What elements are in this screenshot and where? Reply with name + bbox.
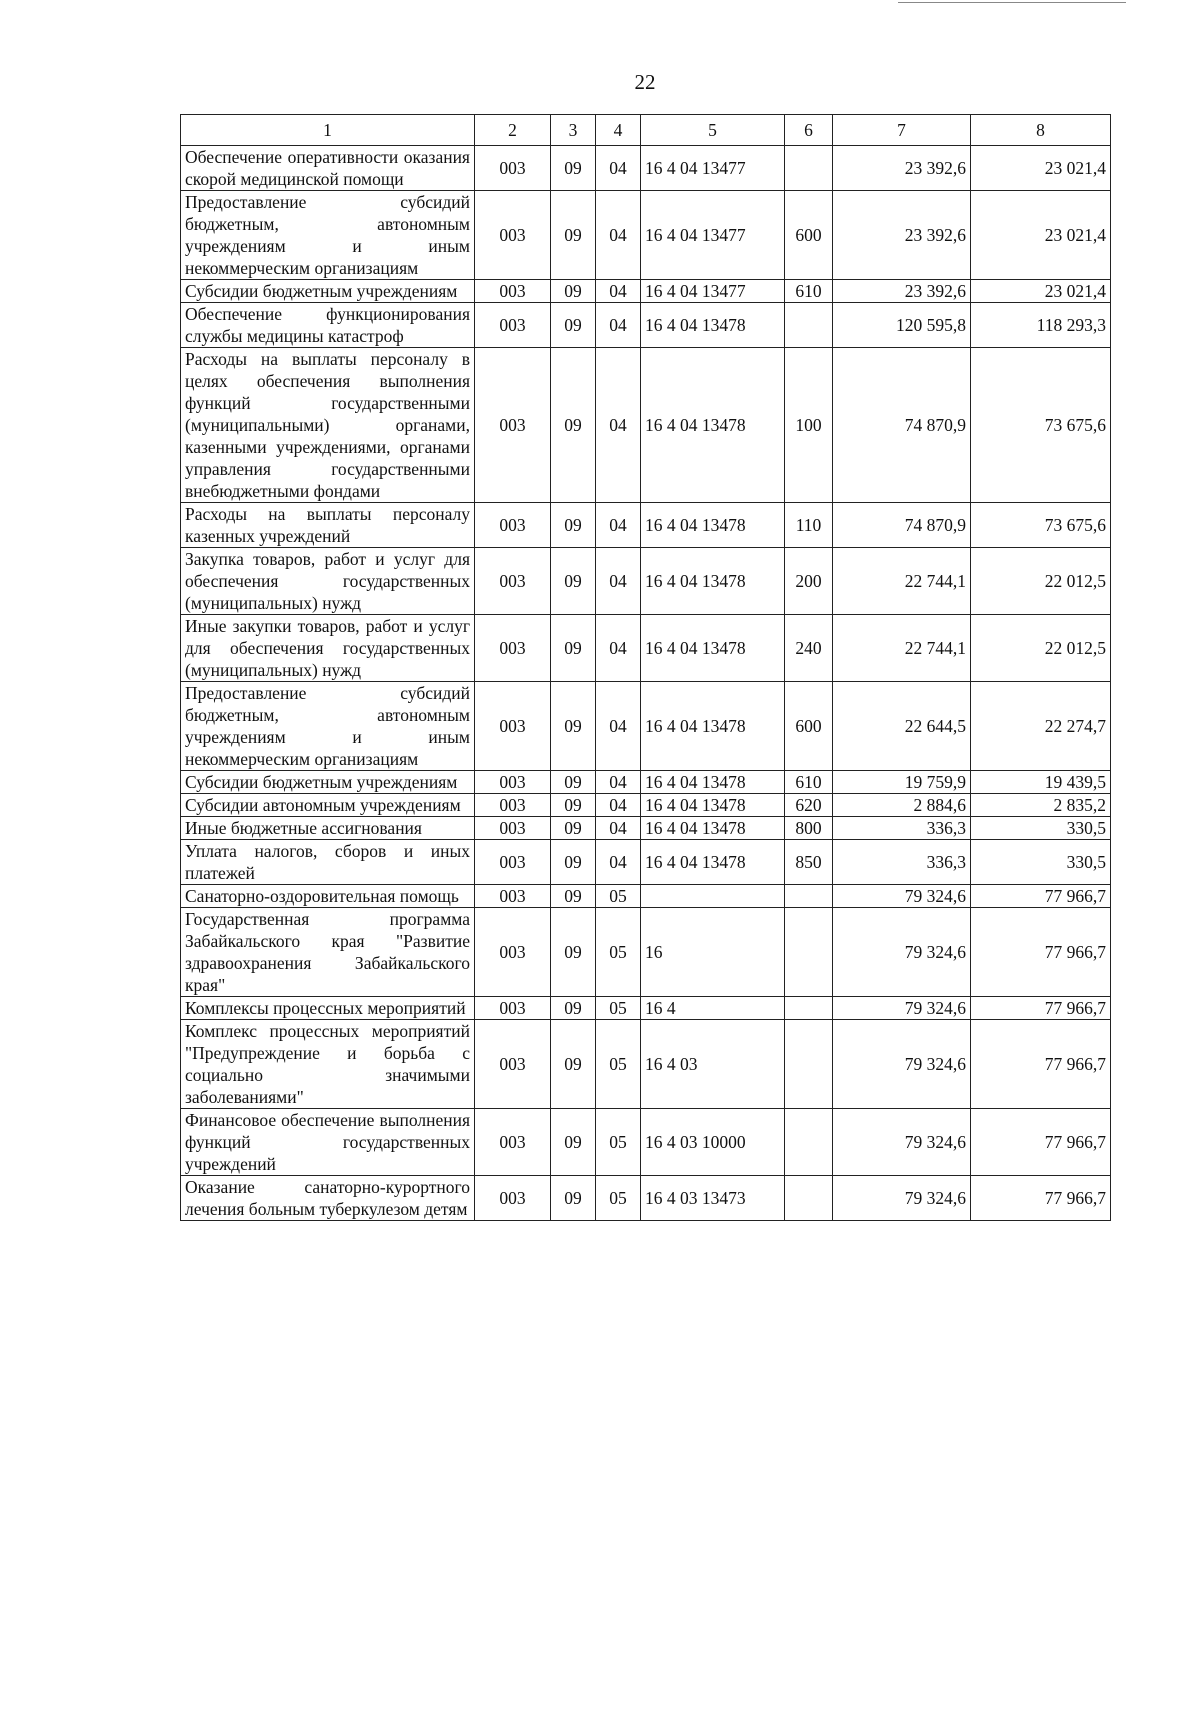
subsection-code-cell: 05 [596,1109,641,1176]
target-article-code-cell: 16 4 04 13478 [641,817,785,840]
amount-year-1-cell: 79 324,6 [833,885,971,908]
target-article-code-cell: 16 4 04 13478 [641,548,785,615]
target-article-code-cell: 16 4 04 13478 [641,682,785,771]
row-name-cell: Обеспечение функционирования службы медицины катастроф [181,303,475,348]
header-cell-1: 1 [181,115,475,146]
subsection-code-cell: 04 [596,794,641,817]
amount-year-2-cell: 23 021,4 [971,191,1111,280]
table-row [181,348,1111,503]
target-article-code-cell: 16 4 [641,997,785,1020]
expense-type-code-cell: 610 [785,280,833,303]
expense-type-code-cell [785,908,833,997]
amount-year-2-cell: 19 439,5 [971,771,1111,794]
amount-year-2-cell: 73 675,6 [971,503,1111,548]
amount-year-1-cell: 120 595,8 [833,303,971,348]
table-row [181,503,1111,548]
amount-year-1-cell: 336,3 [833,817,971,840]
table-body [181,146,1111,1221]
section-code-cell: 09 [551,303,596,348]
table-row [181,794,1111,817]
section-code-cell: 09 [551,682,596,771]
admin-code-cell: 003 [475,682,551,771]
amount-year-2-cell: 77 966,7 [971,997,1111,1020]
table-row [181,146,1111,191]
amount-year-2-cell: 73 675,6 [971,348,1111,503]
target-article-code-cell: 16 4 04 13477 [641,191,785,280]
expense-type-code-cell: 620 [785,794,833,817]
section-code-cell: 09 [551,615,596,682]
target-article-code-cell: 16 4 03 13473 [641,1176,785,1221]
admin-code-cell: 003 [475,1020,551,1109]
header-cell-3: 3 [551,115,596,146]
table-row [181,615,1111,682]
row-name-cell: Предоставление субсидий бюджетным, автономным учреждениям и иным некоммерческим организациям [181,191,475,280]
row-name-cell: Обеспечение оперативности оказания скорой медицинской помощи [181,146,475,191]
amount-year-1-cell: 22 644,5 [833,682,971,771]
amount-year-1-cell: 23 392,6 [833,146,971,191]
target-article-code-cell: 16 4 03 [641,1020,785,1109]
subsection-code-cell: 04 [596,548,641,615]
row-name-cell: Предоставление субсидий бюджетным, автономным учреждениям и иным некоммерческим организациям [181,682,475,771]
row-name-cell: Иные бюджетные ассигнования [181,817,475,840]
expense-type-code-cell: 100 [785,348,833,503]
amount-year-2-cell: 23 021,4 [971,280,1111,303]
row-name-cell: Оказание санаторно-курортного лечения больным туберкулезом детям [181,1176,475,1221]
target-article-code-cell: 16 4 04 13478 [641,794,785,817]
section-code-cell: 09 [551,348,596,503]
section-code-cell: 09 [551,1176,596,1221]
header-cell-5: 5 [641,115,785,146]
amount-year-1-cell: 79 324,6 [833,997,971,1020]
subsection-code-cell: 04 [596,771,641,794]
subsection-code-cell: 05 [596,1020,641,1109]
table-row [181,997,1111,1020]
expense-type-code-cell [785,303,833,348]
admin-code-cell: 003 [475,840,551,885]
section-code-cell: 09 [551,840,596,885]
row-name-cell: Расходы на выплаты персоналу в целях обеспечения выполнения функций государственными (муниципальными) органами, казенными учреждениями, органами управления государственными внебюджетными фондами [181,348,475,503]
amount-year-1-cell: 22 744,1 [833,615,971,682]
amount-year-1-cell: 74 870,9 [833,348,971,503]
table-row [181,280,1111,303]
header-cell-4: 4 [596,115,641,146]
admin-code-cell: 003 [475,303,551,348]
amount-year-2-cell: 2 835,2 [971,794,1111,817]
expense-type-code-cell: 200 [785,548,833,615]
target-article-code-cell: 16 4 04 13478 [641,303,785,348]
page-number: 22 [634,70,656,94]
section-code-cell: 09 [551,191,596,280]
row-name-cell: Уплата налогов, сборов и иных платежей [181,840,475,885]
row-name-cell: Закупка товаров, работ и услуг для обеспечения государственных (муниципальных) нужд [181,548,475,615]
header-cell-7: 7 [833,115,971,146]
expense-type-code-cell [785,1020,833,1109]
admin-code-cell: 003 [475,794,551,817]
subsection-code-cell: 05 [596,1176,641,1221]
amount-year-2-cell: 22 012,5 [971,548,1111,615]
expense-type-code-cell [785,1109,833,1176]
subsection-code-cell: 04 [596,191,641,280]
table-row [181,1020,1111,1109]
table-row [181,191,1111,280]
section-code-cell: 09 [551,280,596,303]
section-code-cell: 09 [551,794,596,817]
row-name-cell: Государственная программа Забайкальского края "Развитие здравоохранения Забайкальского края" [181,908,475,997]
section-code-cell: 09 [551,1020,596,1109]
amount-year-2-cell: 77 966,7 [971,885,1111,908]
section-code-cell: 09 [551,817,596,840]
expense-type-code-cell [785,997,833,1020]
section-code-cell: 09 [551,503,596,548]
admin-code-cell: 003 [475,997,551,1020]
subsection-code-cell: 04 [596,840,641,885]
section-code-cell: 09 [551,997,596,1020]
row-name-cell: Субсидии бюджетным учреждениям [181,771,475,794]
expense-type-code-cell: 610 [785,771,833,794]
expense-type-code-cell: 600 [785,191,833,280]
admin-code-cell: 003 [475,548,551,615]
amount-year-1-cell: 19 759,9 [833,771,971,794]
amount-year-2-cell: 77 966,7 [971,908,1111,997]
target-article-code-cell: 16 4 04 13478 [641,503,785,548]
table-row [181,771,1111,794]
subsection-code-cell: 04 [596,280,641,303]
admin-code-cell: 003 [475,191,551,280]
amount-year-1-cell: 79 324,6 [833,1020,971,1109]
subsection-code-cell: 05 [596,997,641,1020]
header-cell-6: 6 [785,115,833,146]
amount-year-1-cell: 79 324,6 [833,1109,971,1176]
amount-year-2-cell: 330,5 [971,840,1111,885]
section-code-cell: 09 [551,771,596,794]
row-name-cell: Санаторно-оздоровительная помощь [181,885,475,908]
subsection-code-cell: 04 [596,146,641,191]
amount-year-1-cell: 2 884,6 [833,794,971,817]
expense-type-code-cell: 110 [785,503,833,548]
table-row [181,840,1111,885]
header-cell-8: 8 [971,115,1111,146]
admin-code-cell: 003 [475,503,551,548]
amount-year-1-cell: 79 324,6 [833,1176,971,1221]
admin-code-cell: 003 [475,348,551,503]
subsection-code-cell: 04 [596,303,641,348]
subsection-code-cell: 04 [596,682,641,771]
target-article-code-cell: 16 4 04 13478 [641,771,785,794]
expense-type-code-cell: 800 [785,817,833,840]
row-name-cell: Иные закупки товаров, работ и услуг для обеспечения государственных (муниципальных) нужд [181,615,475,682]
header-cell-2: 2 [475,115,551,146]
expense-type-code-cell [785,146,833,191]
amount-year-2-cell: 22 274,7 [971,682,1111,771]
target-article-code-cell: 16 4 03 10000 [641,1109,785,1176]
row-name-cell: Расходы на выплаты персоналу казенных учреждений [181,503,475,548]
amount-year-2-cell: 118 293,3 [971,303,1111,348]
admin-code-cell: 003 [475,771,551,794]
row-name-cell: Комплексы процессных мероприятий [181,997,475,1020]
subsection-code-cell: 04 [596,615,641,682]
target-article-code-cell: 16 4 04 13478 [641,615,785,682]
section-code-cell: 09 [551,146,596,191]
admin-code-cell: 003 [475,885,551,908]
expense-type-code-cell: 850 [785,840,833,885]
section-code-cell: 09 [551,885,596,908]
subsection-code-cell: 05 [596,885,641,908]
target-article-code-cell: 16 4 04 13478 [641,348,785,503]
top-edge-rule [898,2,1126,3]
amount-year-1-cell: 74 870,9 [833,503,971,548]
amount-year-2-cell: 23 021,4 [971,146,1111,191]
subsection-code-cell: 04 [596,348,641,503]
amount-year-2-cell: 330,5 [971,817,1111,840]
admin-code-cell: 003 [475,1176,551,1221]
table-row [181,548,1111,615]
target-article-code-cell: 16 4 04 13477 [641,280,785,303]
amount-year-2-cell: 77 966,7 [971,1176,1111,1221]
row-name-cell: Субсидии автономным учреждениям [181,794,475,817]
admin-code-cell: 003 [475,1109,551,1176]
header-row [181,115,1111,146]
expense-type-code-cell: 240 [785,615,833,682]
table-row [181,303,1111,348]
section-code-cell: 09 [551,1109,596,1176]
table-row [181,908,1111,997]
target-article-code-cell: 16 4 04 13478 [641,840,785,885]
target-article-code-cell [641,885,785,908]
amount-year-1-cell: 336,3 [833,840,971,885]
expense-type-code-cell [785,1176,833,1221]
subsection-code-cell: 04 [596,817,641,840]
amount-year-1-cell: 23 392,6 [833,280,971,303]
table-row [181,885,1111,908]
admin-code-cell: 003 [475,146,551,191]
expense-type-code-cell: 600 [785,682,833,771]
target-article-code-cell: 16 [641,908,785,997]
amount-year-2-cell: 77 966,7 [971,1020,1111,1109]
admin-code-cell: 003 [475,908,551,997]
subsection-code-cell: 04 [596,503,641,548]
section-code-cell: 09 [551,908,596,997]
table-row [181,817,1111,840]
table-row [181,1109,1111,1176]
target-article-code-cell: 16 4 04 13477 [641,146,785,191]
section-code-cell: 09 [551,548,596,615]
table-row [181,682,1111,771]
row-name-cell: Комплекс процессных мероприятий "Предупреждение и борьба с социально значимыми заболеваниями" [181,1020,475,1109]
admin-code-cell: 003 [475,615,551,682]
amount-year-1-cell: 22 744,1 [833,548,971,615]
amount-year-1-cell: 23 392,6 [833,191,971,280]
subsection-code-cell: 05 [596,908,641,997]
row-name-cell: Финансовое обеспечение выполнения функций государственных учреждений [181,1109,475,1176]
amount-year-2-cell: 77 966,7 [971,1109,1111,1176]
budget-table [180,114,1111,1221]
row-name-cell: Субсидии бюджетным учреждениям [181,280,475,303]
admin-code-cell: 003 [475,817,551,840]
amount-year-2-cell: 22 012,5 [971,615,1111,682]
expense-type-code-cell [785,885,833,908]
admin-code-cell: 003 [475,280,551,303]
amount-year-1-cell: 79 324,6 [833,908,971,997]
table-row [181,1176,1111,1221]
